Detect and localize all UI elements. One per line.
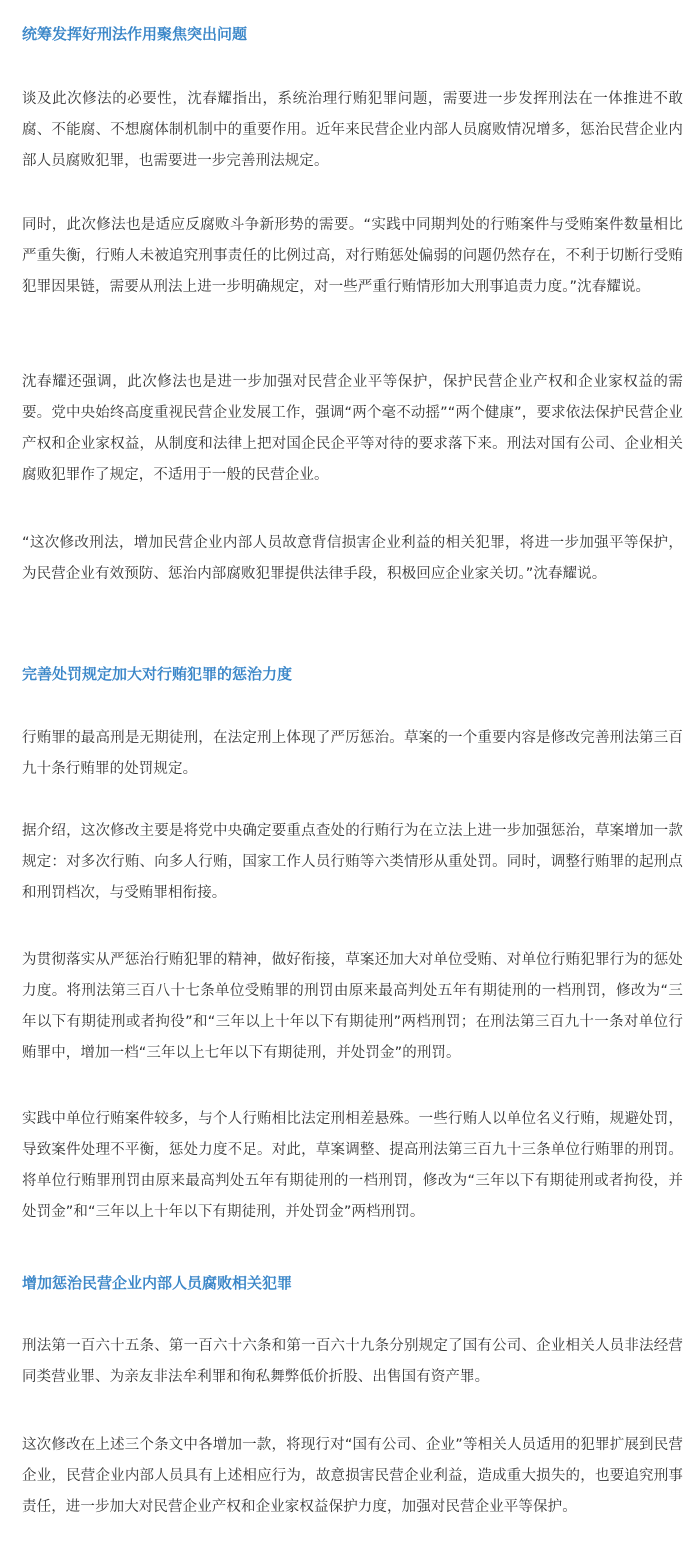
paragraph: 行贿罪的最高刑是无期徒刑，在法定刑上体现了严厉惩治。草案的一个重要内容是修改完善刑法第三百九十条行贿罪的处罚规定。 (22, 730, 683, 777)
paragraph: 谈及此次修法的必要性，沈春耀指出，系统治理行贿犯罪问题，需要进一步发挥刑法在一体推进不敢腐、不能腐、不想腐体制机制中的重要作用。近年来民营企业内部人员腐败情况增多，惩治民营企业内部人员腐败犯罪，也需要进一步完善刑法规定。 (22, 91, 683, 169)
paragraph: “这次修改刑法，增加民营企业内部人员故意背信损害企业利益的相关犯罪，将进一步加强平等保护，为民营企业有效预防、惩治内部腐败犯罪提供法律手段，积极回应企业家关切。”沈春耀说。 (22, 535, 683, 582)
paragraph: 实践中单位行贿案件较多，与个人行贿相比法定刑相差悬殊。一些行贿人以单位名义行贿，规避处罚，导致案件处理不平衡，惩处力度不足。对此，草案调整、提高刑法第三百九十三条单位行贿罪的刑罚。将单位行贿罪刑罚由原来最高判处五年有期徒刑的一档刑罚，修改为“三年以下有期徒刑或者拘役，并处罚金”和“三年以上十年以下有期徒刑，并处罚金”两档刑罚。 (22, 1111, 683, 1220)
paragraph: 为贯彻落实从严惩治行贿犯罪的精神，做好衔接，草案还加大对单位受贿、对单位行贿犯罪行为的惩处力度。将刑法第三百八十七条单位受贿罪的刑罚由原来最高判处五年有期徒刑的一档刑罚，修改为“三年以下有期徒刑或者拘役”和“三年以上十年以下有期徒刑”两档刑罚；在刑法第三百九十一条对单位行贿罪中，增加一档“三年以上七年以下有期徒刑，并处罚金”的刑罚。 (22, 952, 683, 1061)
paragraph: 据介绍，这次修改主要是将党中央确定要重点查处的行贿行为在立法上进一步加强惩治，草案增加一款规定：对多次行贿、向多人行贿，国家工作人员行贿等六类情形从重处罚。同时，调整行贿罪的起刑点和刑罚档次，与受贿罪相衔接。 (22, 823, 683, 901)
section-heading: 完善处罚规定加大对行贿犯罪的惩治力度 (22, 665, 293, 683)
section-heading: 增加惩治民营企业内部人员腐败相关犯罪 (22, 1274, 293, 1292)
paragraph: 沈春耀还强调，此次修法也是进一步加强对民营企业平等保护，保护民营企业产权和企业家权益的需要。党中央始终高度重视民营企业发展工作，强调“两个毫不动摇”“两个健康”，要求依法保护民营企业产权和企业家权益，从制度和法律上把对国企民企平等对待的要求落下来。刑法对国有公司、企业相关腐败犯罪作了规定，不适用于一般的民营企业。 (22, 374, 683, 483)
paragraph: 这次修改在上述三个条文中各增加一款，将现行对“国有公司、企业”等相关人员适用的犯罪扩展到民营企业，民营企业内部人员具有上述相应行为，故意损害民营企业利益，造成重大损失的，也要追究刑事责任，进一步加大对民营企业产权和企业家权益保护力度，加强对民营企业平等保护。 (22, 1437, 683, 1515)
paragraph: 同时，此次修法也是适应反腐败斗争新形势的需要。“实践中同期判处的行贿案件与受贿案件数量相比严重失衡，行贿人未被追究刑事责任的比例过高，对行贿惩处偏弱的问题仍然存在，不利于切断行受贿犯罪因果链，需要从刑法上进一步明确规定，对一些严重行贿情形加大刑事追责力度。”沈春耀说。 (22, 217, 683, 295)
paragraph: 刑法第一百六十五条、第一百六十六条和第一百六十九条分别规定了国有公司、企业相关人员非法经营同类营业罪、为亲友非法牟利罪和徇私舞弊低价折股、出售国有资产罪。 (22, 1338, 683, 1385)
section-heading: 统筹发挥好刑法作用聚焦突出问题 (22, 25, 248, 43)
